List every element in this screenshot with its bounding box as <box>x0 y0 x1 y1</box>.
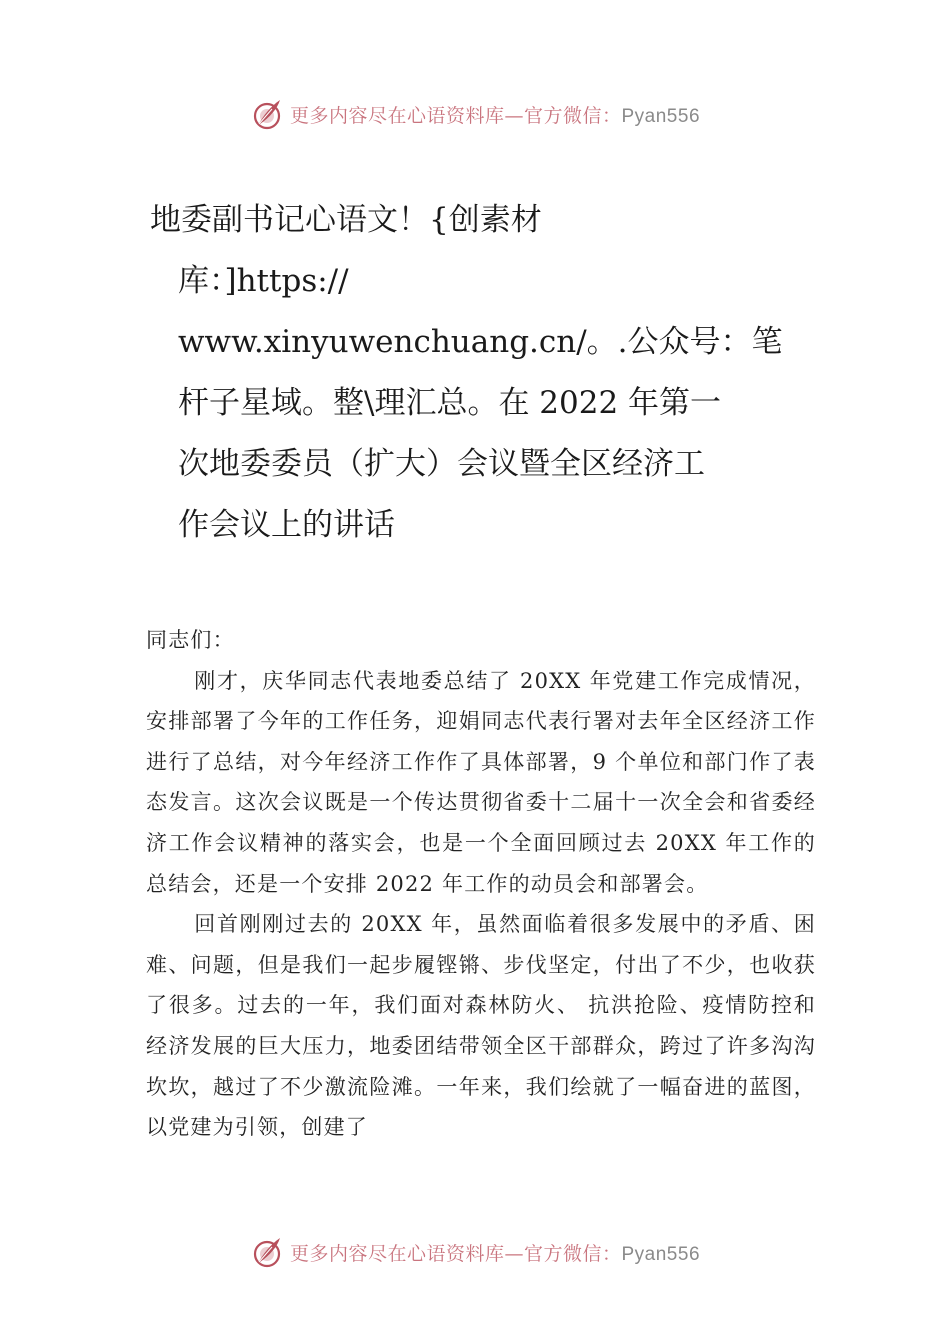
brand-text: 更多内容尽在心语资料库— <box>289 1242 524 1265</box>
footer-watermark-banner <box>0 1230 950 1274</box>
quill-seal-icon <box>250 1235 284 1269</box>
body-paragraph-1: 刚才，庆华同志代表地委总结了 20XX 年党建工作完成情况，安排部署了今年的工作任务，迎娟同志代表行署对去年全区经济工作进行了总结，对今年经济工作作了具体部署，9 个单位和部门作了表态发言。这次会议既是一个传达贯彻省委十二届十一次全会和省委经济工作会议精神的落实会，也是一个全面回顾过去 20XX 年工作的总结会，还是一个安排 2022 年工作的动员会和部署会。 <box>146 668 816 896</box>
quill-seal-icon <box>250 97 284 131</box>
title-line-4: 杆子星域。整\理汇总。在 2022 年第一 <box>178 385 722 421</box>
title-line-6: 作会议上的讲话 <box>178 507 395 543</box>
watermark-text <box>290 101 700 128</box>
title-line-5: 次地委委员（扩大）会议暨全区经济工 <box>178 446 705 482</box>
body-paragraph-2: 回首刚刚过去的 20XX 年，虽然面临着很多发展中的矛盾、困难、问题，但是我们一起步履铿锵、步伐坚定，付出了不少，也收获了很多。过去的一年，我们面对森林防火、 抗洪抢险、疫情防控和经济发展的巨大压力，地委团结带领全区干部群众，跨过了许多沟沟坎坎，越过了不少激流险滩。一年来，我们绘就了一幅奋进的蓝图，以党建为引领，创建了 <box>146 912 816 1140</box>
watermark-text <box>290 1239 700 1266</box>
contact-id: Pyan556 <box>621 1243 701 1265</box>
title-line-1: 地委副书记心语文！{创素材 <box>150 202 542 238</box>
salutation: 同志们： <box>146 628 235 652</box>
contact-id: Pyan556 <box>621 105 701 127</box>
contact-label: 官方微信： <box>523 104 622 127</box>
header-watermark-banner <box>0 92 950 136</box>
title-line-3: www.xinyuwenchuang.cn/。.公众号：笔 <box>178 324 783 360</box>
document-body <box>146 620 816 1148</box>
contact-label: 官方微信： <box>523 1242 622 1265</box>
document-title <box>150 190 810 556</box>
brand-text: 更多内容尽在心语资料库— <box>289 104 524 127</box>
title-line-2: 库：]https:// <box>178 263 349 299</box>
